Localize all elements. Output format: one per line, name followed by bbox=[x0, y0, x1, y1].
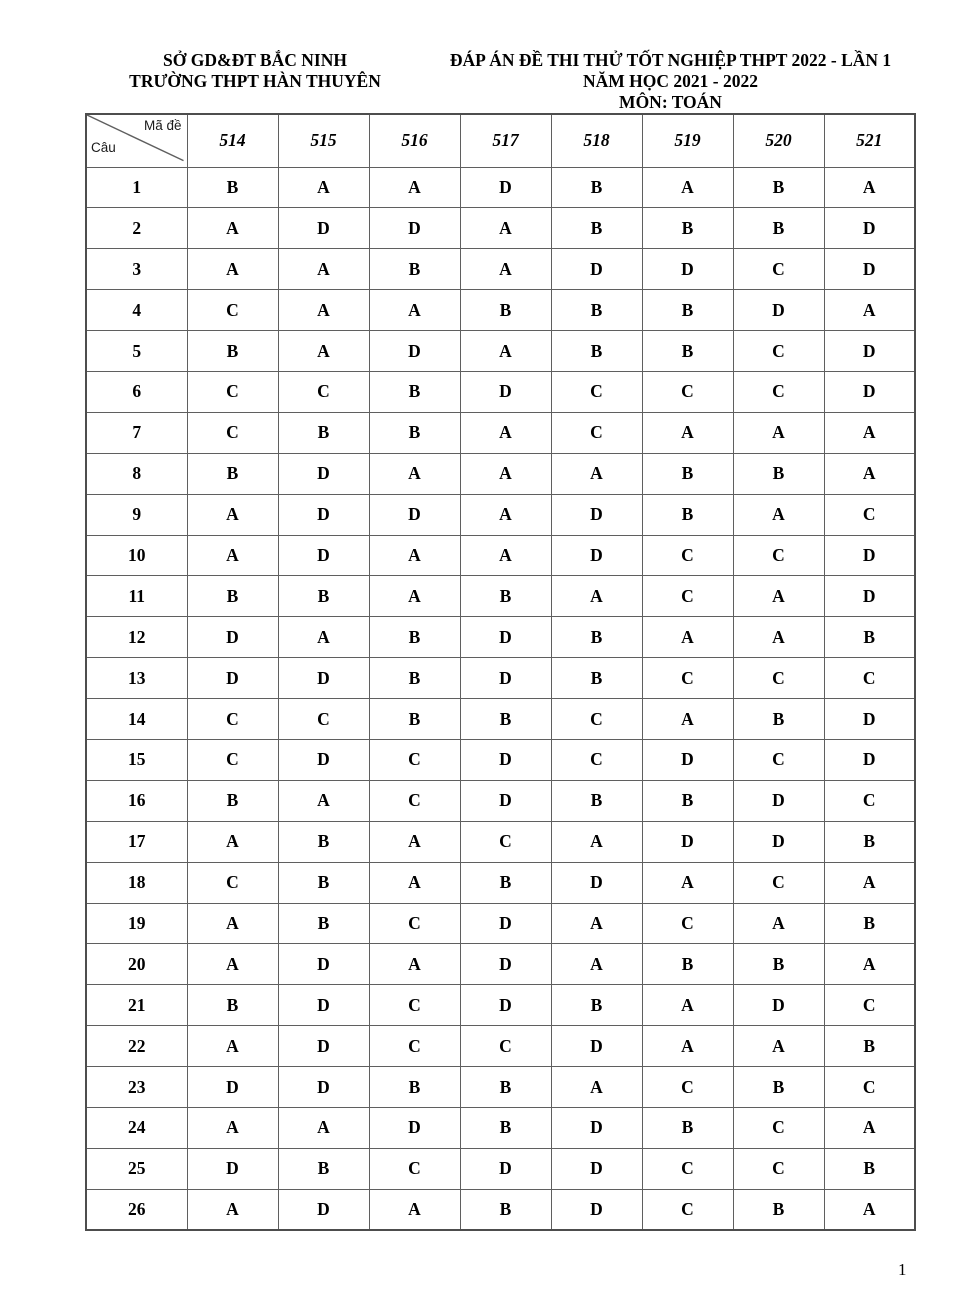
answer-cell: C bbox=[369, 903, 460, 944]
answer-cell: B bbox=[278, 1148, 369, 1189]
question-number: 25 bbox=[86, 1148, 187, 1189]
table-row bbox=[86, 944, 915, 985]
answer-cell: C bbox=[733, 249, 824, 290]
answer-cell: C bbox=[187, 371, 278, 412]
question-number: 23 bbox=[86, 1067, 187, 1108]
answer-cell: B bbox=[187, 167, 278, 208]
answer-cell: B bbox=[369, 412, 460, 453]
answer-cell: A bbox=[187, 821, 278, 862]
answer-cell: C bbox=[278, 699, 369, 740]
answer-cell: A bbox=[369, 944, 460, 985]
answer-cell: B bbox=[460, 1067, 551, 1108]
table-row bbox=[86, 371, 915, 412]
answer-cell: A bbox=[187, 1107, 278, 1148]
answer-cell: D bbox=[278, 1026, 369, 1067]
answer-cell: D bbox=[460, 903, 551, 944]
answer-cell: D bbox=[278, 494, 369, 535]
answer-cell: D bbox=[187, 617, 278, 658]
answer-cell: B bbox=[733, 944, 824, 985]
answer-cell: C bbox=[187, 290, 278, 331]
answer-cell: C bbox=[733, 1107, 824, 1148]
answer-cell: C bbox=[642, 1148, 733, 1189]
answer-cell: A bbox=[551, 821, 642, 862]
answer-cell: B bbox=[824, 617, 915, 658]
table-row bbox=[86, 699, 915, 740]
answer-cell: D bbox=[460, 617, 551, 658]
answer-cell: D bbox=[187, 1067, 278, 1108]
page-number: 1 bbox=[898, 1260, 907, 1279]
org-name: SỞ GD&ĐT BẮC NINH bbox=[163, 50, 347, 70]
answer-cell: C bbox=[642, 576, 733, 617]
answer-cell: A bbox=[369, 167, 460, 208]
answer-cell: D bbox=[278, 985, 369, 1026]
question-number: 24 bbox=[86, 1107, 187, 1148]
answer-cell: D bbox=[460, 780, 551, 821]
answer-cell: A bbox=[642, 1026, 733, 1067]
table-row bbox=[86, 208, 915, 249]
answer-cell: D bbox=[824, 249, 915, 290]
question-number: 19 bbox=[86, 903, 187, 944]
question-number: 12 bbox=[86, 617, 187, 658]
question-number: 17 bbox=[86, 821, 187, 862]
answer-key-table bbox=[85, 113, 916, 1231]
answer-cell: A bbox=[369, 290, 460, 331]
answer-cell: C bbox=[824, 780, 915, 821]
answer-cell: D bbox=[551, 494, 642, 535]
answer-cell: C bbox=[642, 535, 733, 576]
answer-cell: B bbox=[551, 780, 642, 821]
answer-cell: D bbox=[278, 1067, 369, 1108]
answer-cell: C bbox=[551, 699, 642, 740]
answer-cell: B bbox=[642, 290, 733, 331]
answer-cell: D bbox=[642, 821, 733, 862]
answer-cell: D bbox=[460, 371, 551, 412]
doc-title: ĐÁP ÁN ĐỀ THI THỬ TỐT NGHIỆP THPT 2022 - LẦN 1 bbox=[449, 50, 892, 70]
answer-cell: C bbox=[642, 1189, 733, 1230]
answer-cell: C bbox=[824, 985, 915, 1026]
answer-cell: A bbox=[733, 576, 824, 617]
answer-cell: B bbox=[824, 1148, 915, 1189]
table-row bbox=[86, 1067, 915, 1108]
answer-cell: A bbox=[278, 780, 369, 821]
question-number: 10 bbox=[86, 535, 187, 576]
answer-cell: C bbox=[187, 412, 278, 453]
answer-cell: A bbox=[187, 1189, 278, 1230]
answer-cell: A bbox=[278, 1107, 369, 1148]
answer-cell: A bbox=[278, 617, 369, 658]
answer-cell: D bbox=[733, 780, 824, 821]
answer-cell: D bbox=[460, 739, 551, 780]
answer-cell: A bbox=[460, 535, 551, 576]
answer-cell: C bbox=[824, 494, 915, 535]
column-header-519: 519 bbox=[642, 114, 733, 167]
answer-cell: D bbox=[369, 494, 460, 535]
answer-cell: A bbox=[278, 167, 369, 208]
answer-cell: B bbox=[369, 249, 460, 290]
answer-cell: B bbox=[369, 699, 460, 740]
answer-cell: D bbox=[733, 985, 824, 1026]
answer-cell: A bbox=[733, 1026, 824, 1067]
answer-cell: B bbox=[733, 1189, 824, 1230]
answer-cell: B bbox=[460, 576, 551, 617]
answer-cell: B bbox=[369, 658, 460, 699]
answer-cell: A bbox=[460, 494, 551, 535]
answer-cell: D bbox=[824, 739, 915, 780]
answer-cell: C bbox=[733, 371, 824, 412]
table-row bbox=[86, 985, 915, 1026]
answer-cell: B bbox=[551, 167, 642, 208]
answer-cell: A bbox=[824, 1107, 915, 1148]
column-header-520: 520 bbox=[733, 114, 824, 167]
answer-cell: A bbox=[824, 944, 915, 985]
answer-cell: C bbox=[733, 535, 824, 576]
answer-cell: C bbox=[733, 739, 824, 780]
answer-cell: A bbox=[824, 290, 915, 331]
table-row bbox=[86, 658, 915, 699]
question-number: 3 bbox=[86, 249, 187, 290]
school-year: NĂM HỌC 2021 - 2022 bbox=[583, 71, 758, 91]
answer-cell: A bbox=[187, 494, 278, 535]
answer-cell: D bbox=[551, 535, 642, 576]
answer-cell: D bbox=[460, 658, 551, 699]
question-number: 5 bbox=[86, 331, 187, 372]
answer-cell: D bbox=[460, 1148, 551, 1189]
answer-cell: B bbox=[642, 331, 733, 372]
table-row bbox=[86, 1148, 915, 1189]
answer-cell: B bbox=[824, 903, 915, 944]
answer-cell: D bbox=[278, 658, 369, 699]
answer-cell: C bbox=[733, 331, 824, 372]
column-header-518: 518 bbox=[551, 114, 642, 167]
answer-cell: B bbox=[733, 1067, 824, 1108]
answer-cell: B bbox=[642, 780, 733, 821]
table-row bbox=[86, 903, 915, 944]
answer-cell: D bbox=[733, 290, 824, 331]
answer-cell: B bbox=[278, 903, 369, 944]
answer-cell: A bbox=[187, 208, 278, 249]
column-header-517: 517 bbox=[460, 114, 551, 167]
answer-cell: C bbox=[733, 1148, 824, 1189]
table-row bbox=[86, 1107, 915, 1148]
answer-cell: C bbox=[460, 821, 551, 862]
answer-cell: B bbox=[642, 453, 733, 494]
subject: MÔN: TOÁN bbox=[619, 92, 722, 112]
answer-cell: C bbox=[824, 1067, 915, 1108]
answer-cell: C bbox=[642, 903, 733, 944]
school-name: TRƯỜNG THPT HÀN THUYÊN bbox=[129, 71, 381, 91]
table-row bbox=[86, 821, 915, 862]
answer-cell: A bbox=[642, 167, 733, 208]
answer-cell: D bbox=[824, 699, 915, 740]
answer-cell: B bbox=[642, 1107, 733, 1148]
question-number: 7 bbox=[86, 412, 187, 453]
answer-cell: D bbox=[551, 249, 642, 290]
answer-cell: B bbox=[460, 1107, 551, 1148]
table-row bbox=[86, 494, 915, 535]
answer-cell: B bbox=[187, 453, 278, 494]
answer-cell: A bbox=[551, 453, 642, 494]
answer-cell: B bbox=[733, 208, 824, 249]
answer-cell: A bbox=[460, 453, 551, 494]
answer-cell: B bbox=[733, 167, 824, 208]
question-number: 8 bbox=[86, 453, 187, 494]
answer-cell: B bbox=[187, 331, 278, 372]
answer-cell: C bbox=[187, 739, 278, 780]
answer-cell: B bbox=[460, 1189, 551, 1230]
answer-cell: B bbox=[733, 453, 824, 494]
answer-cell: A bbox=[733, 903, 824, 944]
answer-cell: B bbox=[278, 412, 369, 453]
answer-cell: A bbox=[460, 331, 551, 372]
answer-cell: D bbox=[824, 371, 915, 412]
answer-cell: C bbox=[551, 739, 642, 780]
answer-cell: D bbox=[278, 944, 369, 985]
answer-cell: C bbox=[642, 1067, 733, 1108]
answer-cell: A bbox=[733, 412, 824, 453]
question-number: 4 bbox=[86, 290, 187, 331]
table-row bbox=[86, 739, 915, 780]
question-number: 13 bbox=[86, 658, 187, 699]
answer-cell: A bbox=[733, 617, 824, 658]
answer-cell: A bbox=[733, 494, 824, 535]
question-number: 14 bbox=[86, 699, 187, 740]
answer-cell: A bbox=[369, 453, 460, 494]
answer-cell: A bbox=[187, 944, 278, 985]
column-header-515: 515 bbox=[278, 114, 369, 167]
answer-cell: D bbox=[551, 1026, 642, 1067]
answer-cell: D bbox=[824, 331, 915, 372]
answer-cell: A bbox=[642, 412, 733, 453]
answer-cell: C bbox=[460, 1026, 551, 1067]
column-header-514: 514 bbox=[187, 114, 278, 167]
question-number: 21 bbox=[86, 985, 187, 1026]
answer-cell: B bbox=[460, 699, 551, 740]
answer-cell: D bbox=[642, 249, 733, 290]
answer-cell: C bbox=[369, 985, 460, 1026]
answer-cell: A bbox=[187, 1026, 278, 1067]
answer-cell: C bbox=[369, 1026, 460, 1067]
answer-cell: B bbox=[369, 1067, 460, 1108]
table-row bbox=[86, 1026, 915, 1067]
question-number: 26 bbox=[86, 1189, 187, 1230]
answer-cell: B bbox=[460, 862, 551, 903]
answer-cell: A bbox=[369, 576, 460, 617]
answer-cell: A bbox=[460, 208, 551, 249]
answer-cell: A bbox=[824, 167, 915, 208]
question-number: 18 bbox=[86, 862, 187, 903]
answer-cell: B bbox=[278, 821, 369, 862]
table-row bbox=[86, 167, 915, 208]
table-row bbox=[86, 331, 915, 372]
answer-cell: D bbox=[278, 535, 369, 576]
answer-cell: B bbox=[551, 208, 642, 249]
table-row bbox=[86, 249, 915, 290]
question-number: 1 bbox=[86, 167, 187, 208]
answer-cell: A bbox=[187, 903, 278, 944]
answer-cell: A bbox=[642, 862, 733, 903]
column-header-521: 521 bbox=[824, 114, 915, 167]
answer-cell: A bbox=[369, 535, 460, 576]
answer-cell: D bbox=[460, 944, 551, 985]
answer-cell: C bbox=[733, 658, 824, 699]
answer-cell: B bbox=[551, 331, 642, 372]
answer-cell: D bbox=[551, 1107, 642, 1148]
table-row bbox=[86, 862, 915, 903]
answer-cell: B bbox=[187, 985, 278, 1026]
table-row bbox=[86, 780, 915, 821]
table-row bbox=[86, 453, 915, 494]
answer-cell: C bbox=[551, 412, 642, 453]
answer-cell: B bbox=[551, 985, 642, 1026]
answer-cell: B bbox=[733, 699, 824, 740]
answer-cell: C bbox=[369, 1148, 460, 1189]
answer-cell: D bbox=[187, 1148, 278, 1189]
answer-cell: D bbox=[278, 739, 369, 780]
answer-cell: B bbox=[551, 658, 642, 699]
answer-cell: B bbox=[824, 1026, 915, 1067]
answer-cell: D bbox=[551, 862, 642, 903]
answer-cell: A bbox=[278, 331, 369, 372]
answer-cell: D bbox=[551, 1148, 642, 1189]
question-number: 22 bbox=[86, 1026, 187, 1067]
answer-cell: B bbox=[551, 617, 642, 658]
answer-cell: A bbox=[187, 249, 278, 290]
answer-cell: B bbox=[642, 208, 733, 249]
header-right bbox=[425, 50, 916, 113]
answer-cell: A bbox=[642, 699, 733, 740]
answer-cell: A bbox=[278, 290, 369, 331]
answer-cell: C bbox=[642, 658, 733, 699]
question-number: 20 bbox=[86, 944, 187, 985]
answer-cell: D bbox=[369, 1107, 460, 1148]
header bbox=[85, 50, 916, 113]
answer-cell: B bbox=[642, 944, 733, 985]
answer-cell: D bbox=[733, 821, 824, 862]
answer-cell: B bbox=[369, 617, 460, 658]
question-number: 6 bbox=[86, 371, 187, 412]
answer-cell: A bbox=[551, 903, 642, 944]
answer-cell: D bbox=[187, 658, 278, 699]
question-number: 11 bbox=[86, 576, 187, 617]
header-left bbox=[85, 50, 425, 113]
answer-cell: A bbox=[460, 249, 551, 290]
answer-cell: C bbox=[278, 371, 369, 412]
answer-cell: A bbox=[460, 412, 551, 453]
answer-cell: B bbox=[551, 290, 642, 331]
answer-cell: A bbox=[551, 1067, 642, 1108]
answer-cell: C bbox=[551, 371, 642, 412]
answer-cell: A bbox=[369, 862, 460, 903]
answer-cell: A bbox=[551, 944, 642, 985]
answer-cell: C bbox=[824, 658, 915, 699]
answer-cell: D bbox=[824, 535, 915, 576]
answer-cell: D bbox=[369, 331, 460, 372]
answer-cell: B bbox=[642, 494, 733, 535]
answer-cell: B bbox=[278, 862, 369, 903]
table-row bbox=[86, 290, 915, 331]
answer-cell: D bbox=[369, 208, 460, 249]
answer-cell: C bbox=[642, 371, 733, 412]
answer-cell: A bbox=[824, 453, 915, 494]
table-row bbox=[86, 1189, 915, 1230]
answer-cell: C bbox=[369, 739, 460, 780]
answer-cell: D bbox=[642, 739, 733, 780]
question-number: 16 bbox=[86, 780, 187, 821]
answer-cell: A bbox=[824, 1189, 915, 1230]
answer-cell: B bbox=[369, 371, 460, 412]
question-number: 2 bbox=[86, 208, 187, 249]
answer-cell: A bbox=[824, 862, 915, 903]
column-header-516: 516 bbox=[369, 114, 460, 167]
answer-cell: C bbox=[187, 699, 278, 740]
cau-label: Câu bbox=[91, 139, 116, 155]
answer-cell: B bbox=[824, 821, 915, 862]
answer-cell: A bbox=[551, 576, 642, 617]
answer-cell: B bbox=[187, 576, 278, 617]
answer-cell: A bbox=[642, 985, 733, 1026]
question-number: 15 bbox=[86, 739, 187, 780]
answer-cell: A bbox=[369, 821, 460, 862]
answer-cell: D bbox=[278, 1189, 369, 1230]
answer-cell: C bbox=[733, 862, 824, 903]
answer-cell: C bbox=[187, 862, 278, 903]
answer-cell: D bbox=[460, 167, 551, 208]
table-row bbox=[86, 412, 915, 453]
answer-cell: A bbox=[278, 249, 369, 290]
answer-cell: A bbox=[824, 412, 915, 453]
corner-cell bbox=[86, 114, 187, 167]
table-row bbox=[86, 617, 915, 658]
ma-de-label: Mã đề bbox=[143, 118, 182, 133]
answer-cell: D bbox=[278, 208, 369, 249]
answer-cell: A bbox=[187, 535, 278, 576]
answer-cell: A bbox=[369, 1189, 460, 1230]
answer-cell: B bbox=[187, 780, 278, 821]
answer-cell: B bbox=[278, 576, 369, 617]
table-header-row bbox=[86, 114, 915, 167]
question-number: 9 bbox=[86, 494, 187, 535]
answer-cell: D bbox=[824, 208, 915, 249]
answer-cell: A bbox=[642, 617, 733, 658]
answer-cell: C bbox=[369, 780, 460, 821]
answer-cell: B bbox=[460, 290, 551, 331]
answer-cell: D bbox=[551, 1189, 642, 1230]
table-row bbox=[86, 576, 915, 617]
answer-cell: D bbox=[460, 985, 551, 1026]
answer-cell: D bbox=[278, 453, 369, 494]
answer-cell: D bbox=[824, 576, 915, 617]
table-row bbox=[86, 535, 915, 576]
